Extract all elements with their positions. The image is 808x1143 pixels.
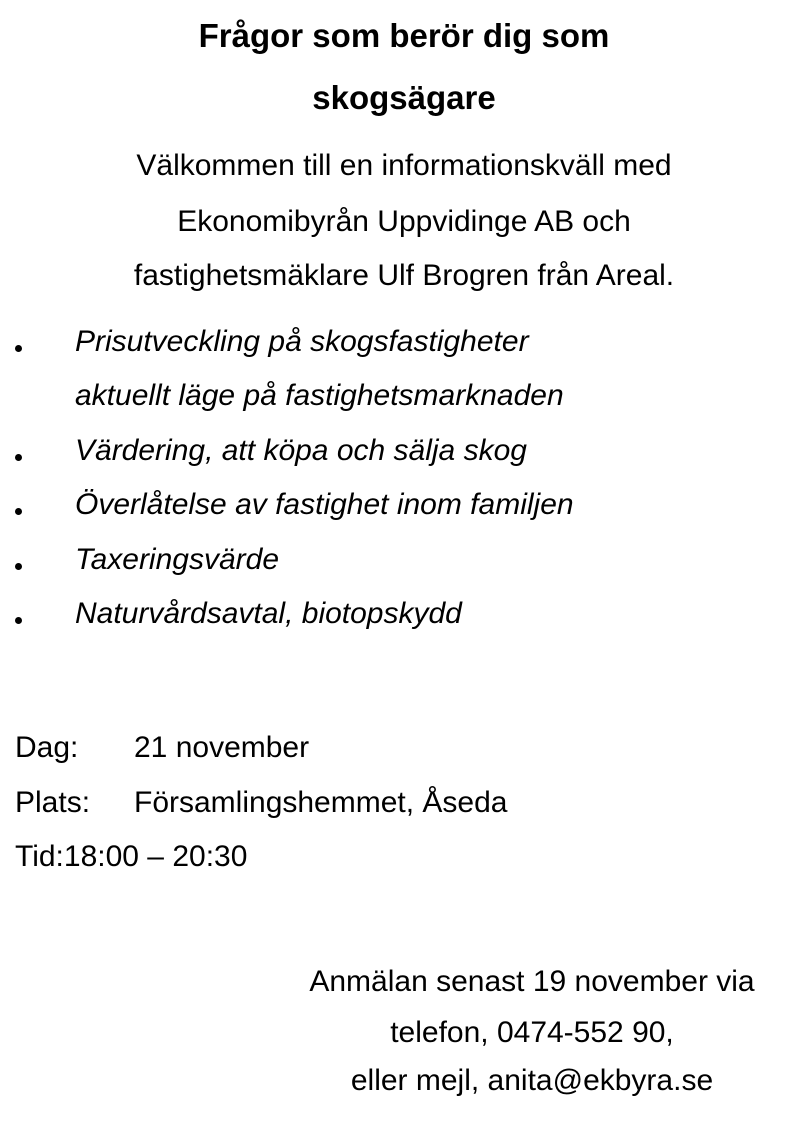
time-line: Tid:18:00 – 20:30 — [15, 840, 248, 873]
topic-item-4: Taxeringsvärde — [75, 543, 280, 576]
topic-item-1-line-2: aktuellt läge på fastighetsmarknaden — [75, 379, 564, 412]
bullet-icon — [15, 563, 22, 570]
topic-item-1-line-1: Prisutveckling på skogsfastigheter — [75, 325, 529, 358]
topic-item-5: Naturvårdsavtal, biotopskydd — [75, 597, 462, 630]
day-label: Dag: — [15, 731, 79, 764]
day-value: 21 november — [134, 731, 310, 764]
bullet-icon — [15, 454, 22, 461]
signup-line-2: telefon, 0474-552 90, — [390, 1016, 674, 1049]
signup-line-1: Anmälan senast 19 november via — [309, 965, 755, 998]
bullet-icon — [15, 508, 22, 515]
intro-line-2: Ekonomibyrån Uppvidinge AB och — [177, 205, 631, 238]
heading-line-1: Frågor som berör dig som — [198, 17, 610, 54]
intro-line-3: fastighetsmäklare Ulf Brogren från Areal. — [133, 259, 675, 292]
bullet-icon — [15, 345, 22, 352]
intro-line-1: Välkommen till en informationskväll med — [136, 149, 672, 182]
topic-item-3: Överlåtelse av fastighet inom familjen — [75, 488, 574, 521]
signup-line-3: eller mejl, anita@ekbyra.se — [350, 1064, 714, 1097]
bullet-icon — [15, 617, 22, 624]
place-value: Församlingshemmet, Åseda — [134, 786, 508, 819]
topic-item-2: Värdering, att köpa och sälja skog — [75, 434, 527, 467]
place-label: Plats: — [15, 786, 91, 819]
heading-line-2: skogsägare — [312, 79, 496, 116]
